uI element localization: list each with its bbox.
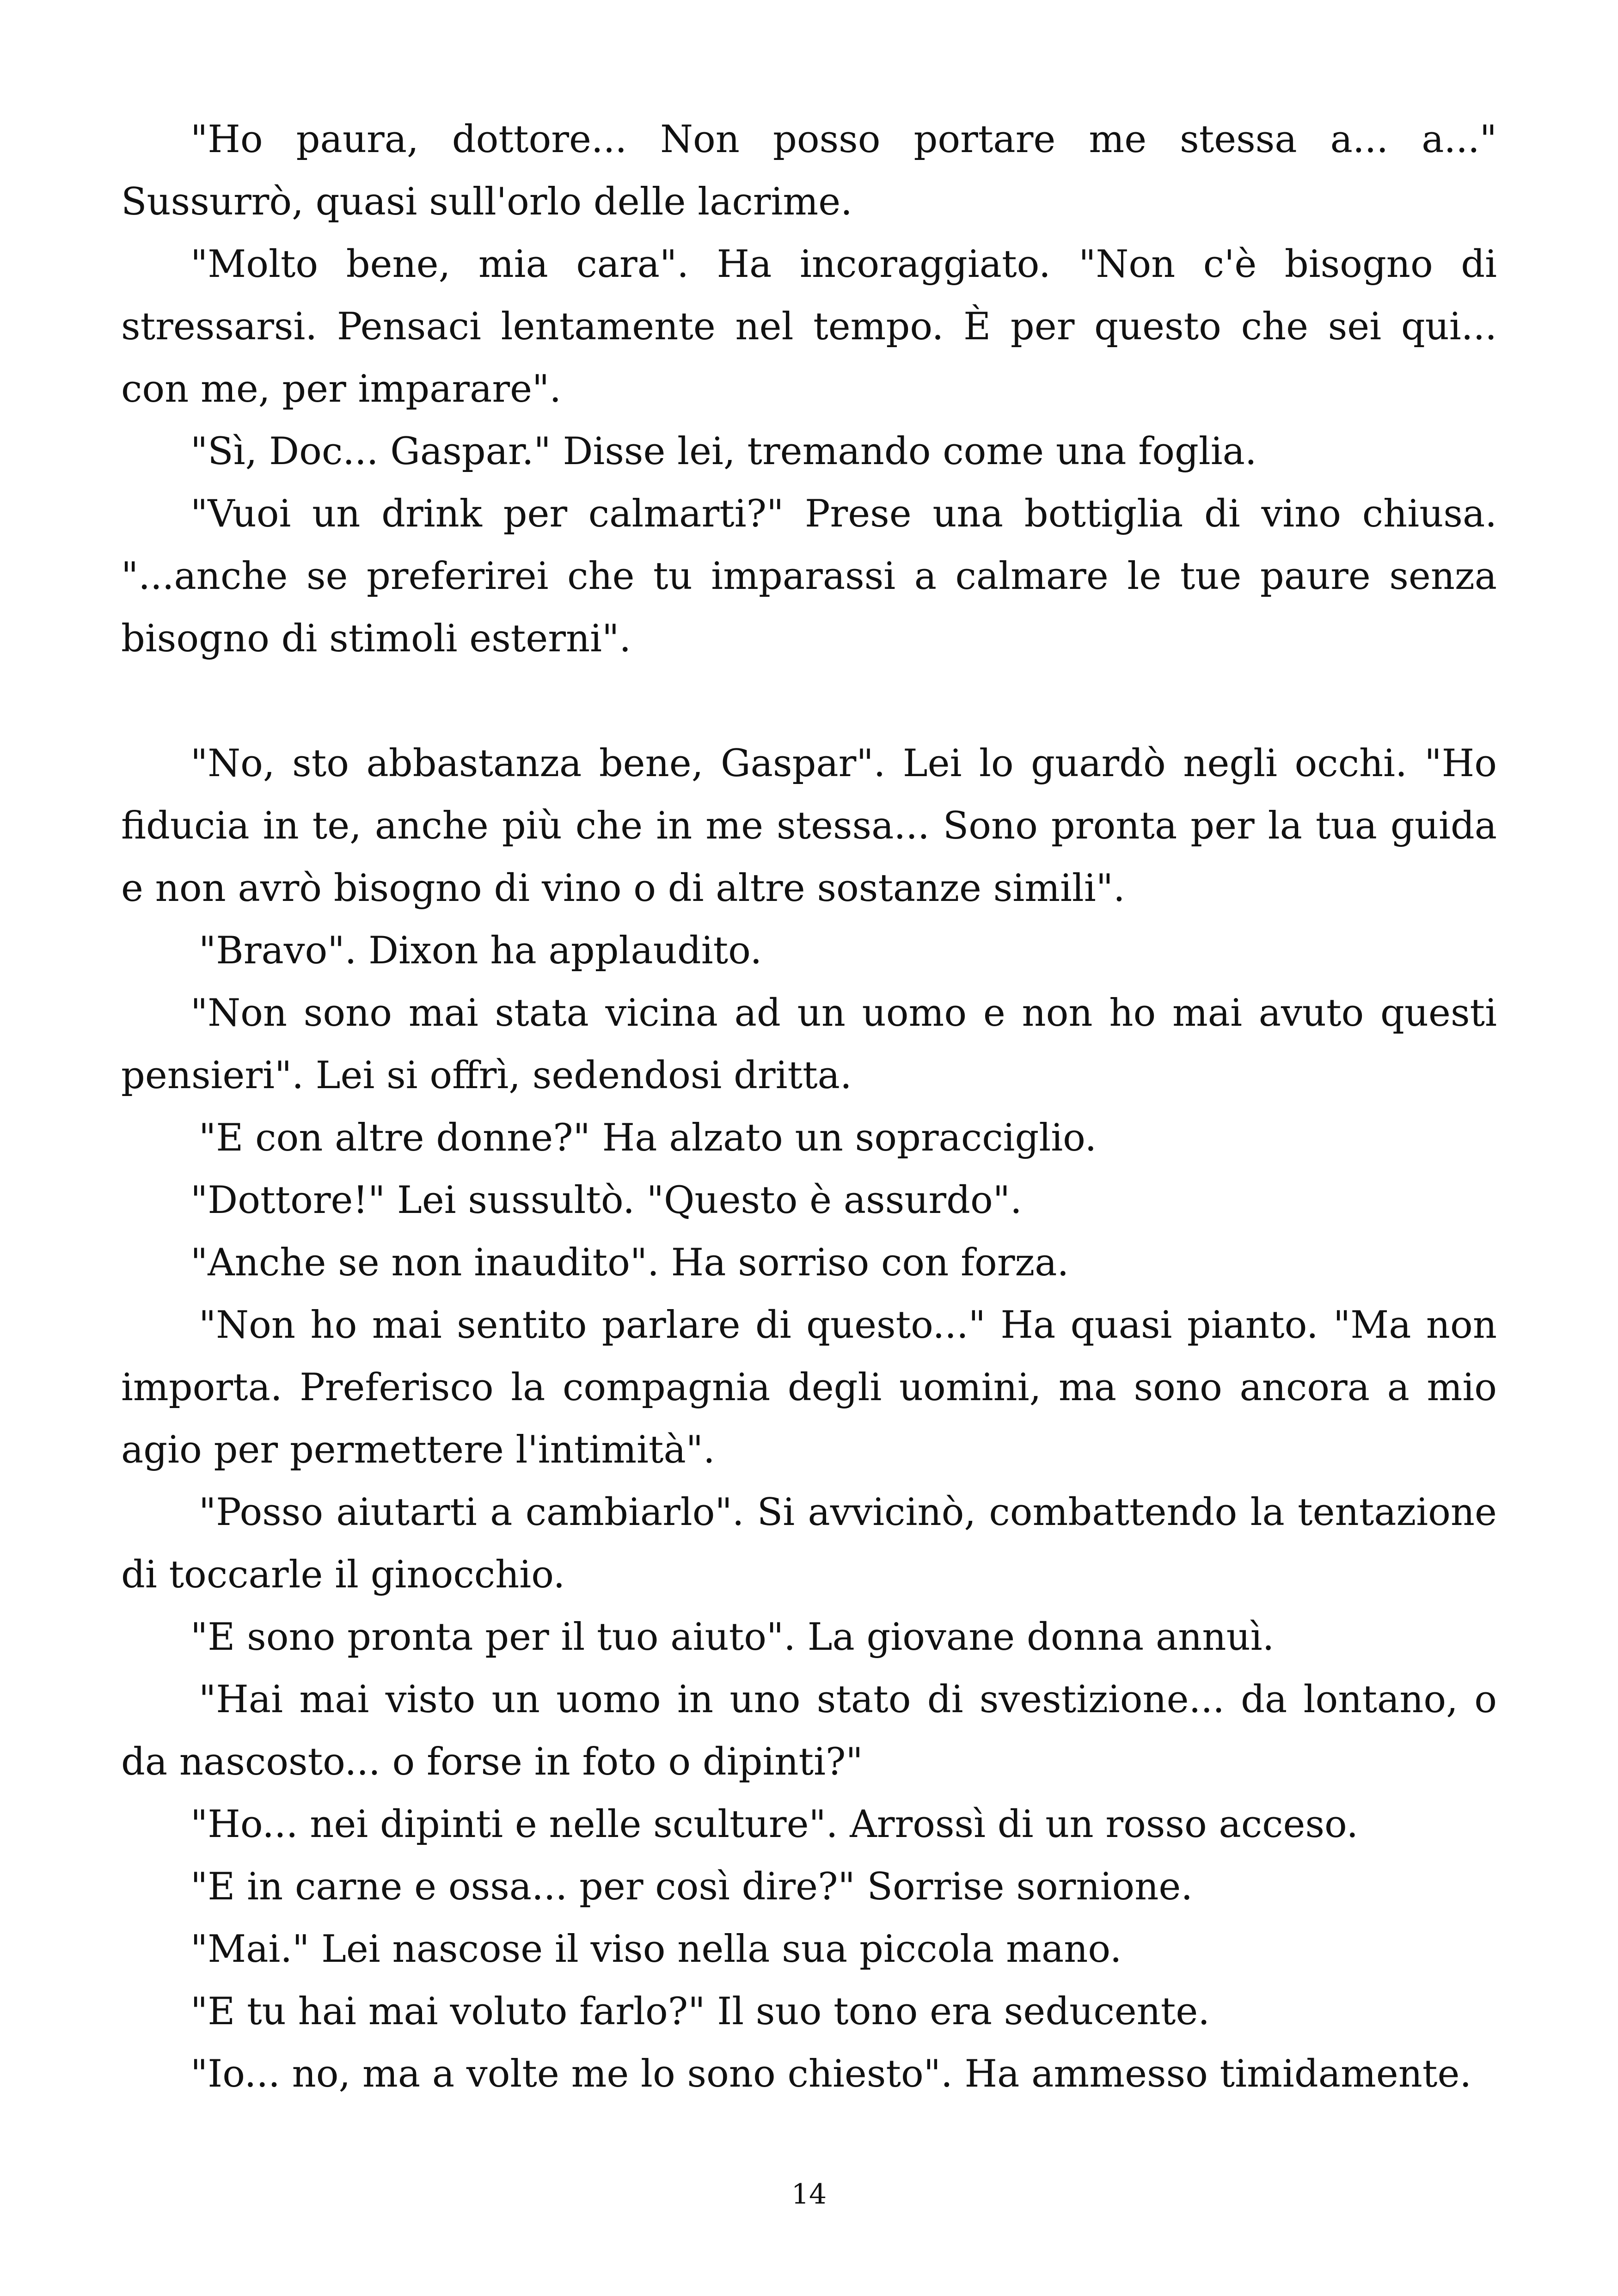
section-break — [121, 670, 1497, 733]
paragraph-10: "Anche se non inaudito". Ha sorriso con forza. — [190, 1241, 1069, 1285]
paragraph-5: "No, sto abbastanza bene, Gaspar". Lei lo guardò negli occhi. "Ho fiducia in te, anche più che in me stessa... Sono pronta per la tua guida e non avrò bisogno di vino o di altre sostanze simili". — [121, 742, 1497, 910]
paragraph-19: "Io... no, ma a volte me lo sono chiesto". Ha ammesso timidamente. — [190, 2052, 1472, 2096]
paragraph-14: "Hai mai visto un uomo in uno stato di svestizione... da lontano, o da nascosto... o forse in foto o dipinti?" — [121, 1678, 1497, 1784]
paragraph-13: "E sono pronta per il tuo aiuto". La giovane donna annuì. — [190, 1616, 1275, 1659]
page-body — [121, 109, 1497, 2106]
paragraph-15: "Ho... nei dipinti e nelle sculture". Arrossì di un rosso acceso. — [190, 1803, 1359, 1846]
page-number: 14 — [791, 2178, 827, 2210]
paragraph-18: "E tu hai mai voluto farlo?" Il suo tono era seducente. — [190, 1990, 1210, 2033]
paragraph-7: "Non sono mai stata vicina ad un uomo e non ho mai avuto questi pensieri". Lei si offrì, sedendosi dritta. — [121, 992, 1497, 1097]
paragraph-1: "Ho paura, dottore... Non posso portare me stessa a... a..." Sussurrò, quasi sull'orlo delle lacrime. — [121, 118, 1497, 224]
paragraph-11: "Non ho mai sentito parlare di questo..." Ha quasi pianto. "Ma non importa. Preferisco la compagnia degli uomini, ma sono ancora a mio agio per permettere l'intimità". — [121, 1304, 1497, 1472]
paragraph-4: "Vuoi un drink per calmarti?" Prese una bottiglia di vino chiusa. "...anche se preferirei che tu imparassi a calmare le tue paure senza bisogno di stimoli esterni". — [121, 492, 1497, 661]
paragraph-9: "Dottore!" Lei sussultò. "Questo è assurdo". — [190, 1179, 1022, 1222]
paragraph-16: "E in carne e ossa... per così dire?" Sorrise sornione. — [190, 1865, 1193, 1909]
paragraph-17: "Mai." Lei nascose il viso nella sua piccola mano. — [190, 1928, 1122, 1971]
paragraph-3: "Sì, Doc... Gaspar." Disse lei, tremando come una foglia. — [190, 430, 1257, 473]
paragraph-6: "Bravo". Dixon ha applaudito. — [199, 929, 762, 973]
paragraph-8: "E con altre donne?" Ha alzato un sopracciglio. — [199, 1116, 1097, 1160]
paragraph-12: "Posso aiutarti a cambiarlo". Si avvicinò, combattendo la tentazione di toccarle il ginocchio. — [121, 1491, 1497, 1597]
paragraph-2: "Molto bene, mia cara". Ha incoraggiato. "Non c'è bisogno di stressarsi. Pensaci lentamente nel tempo. È per questo che sei qui... con me, per imparare". — [121, 243, 1497, 411]
